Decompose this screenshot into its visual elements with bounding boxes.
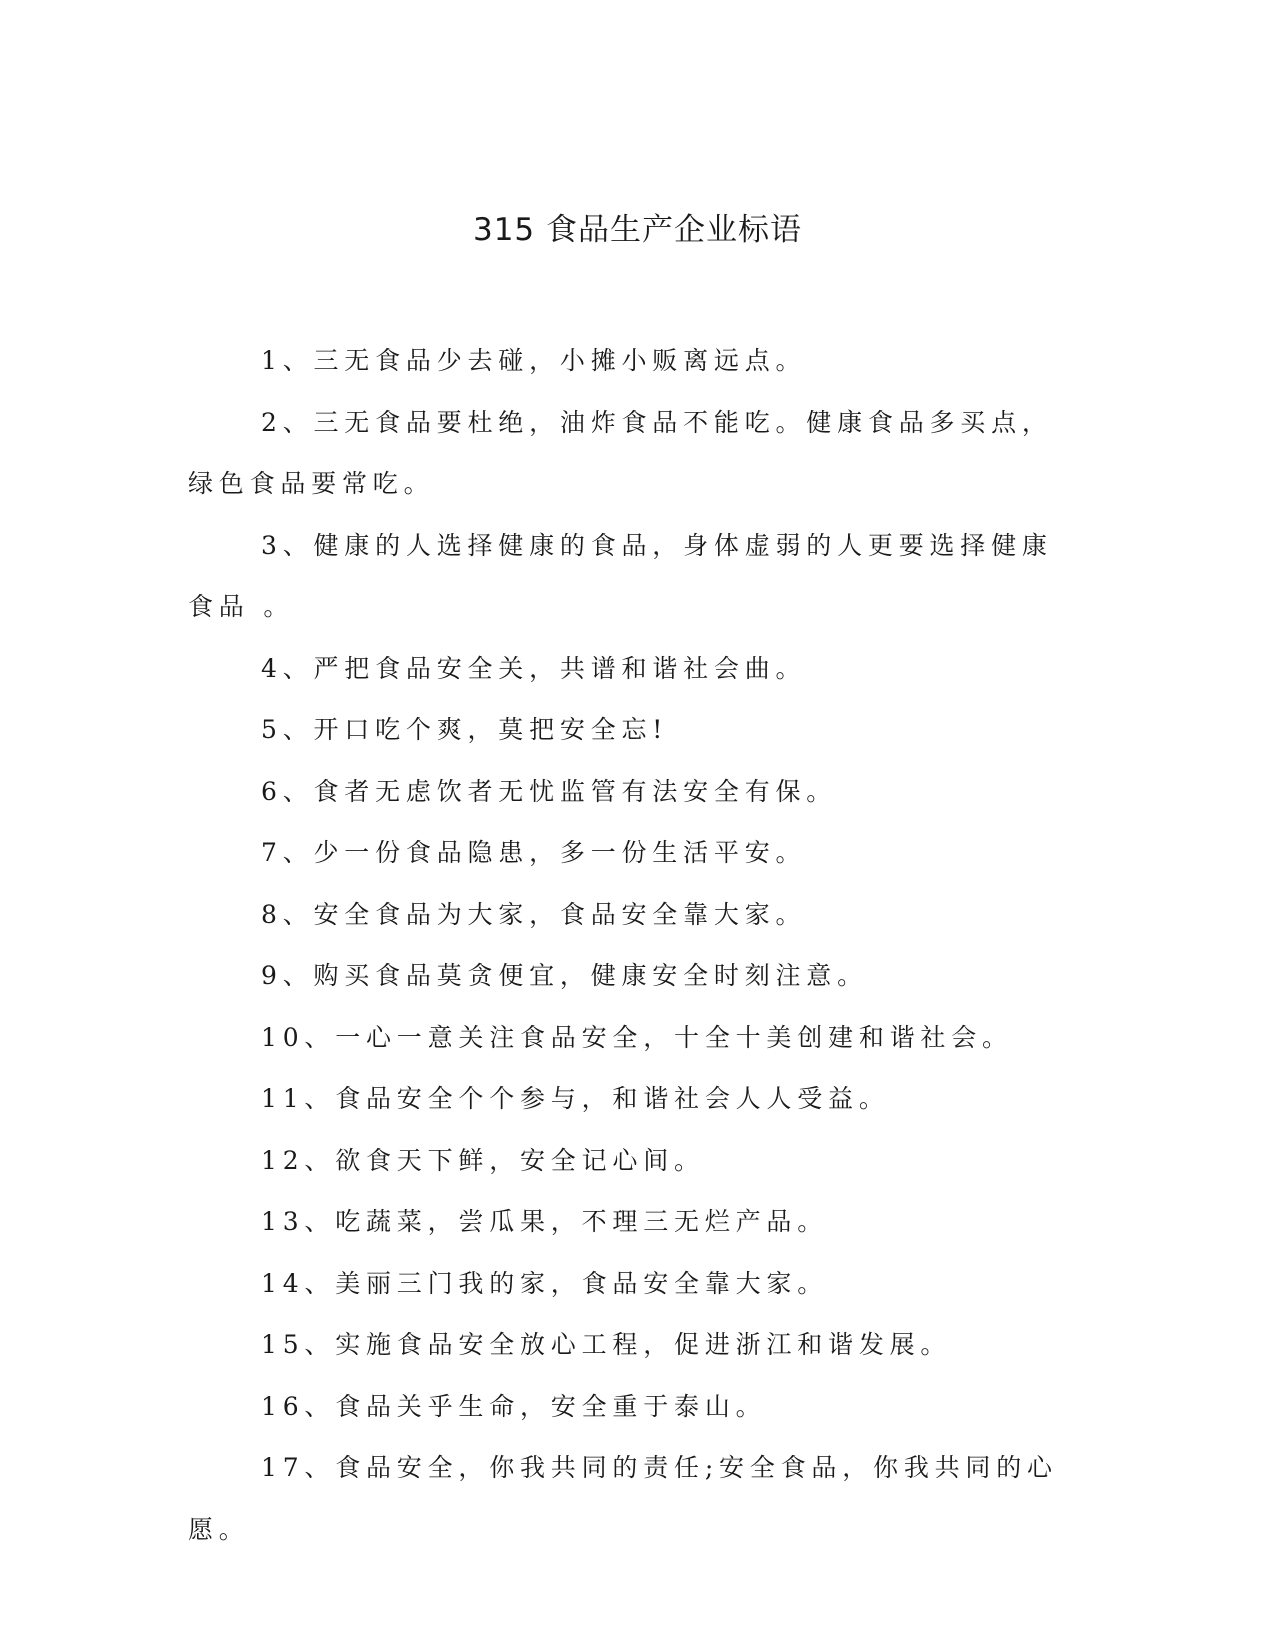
slogan-item: 3、健康的人选择健康的食品，身体虚弱的人更要选择健康食品 。	[188, 530, 1053, 621]
slogan-item: 9、购买食品莫贪便宜，健康安全时刻注意。	[261, 961, 868, 990]
slogan-item: 15、实施食品安全放心工程，促进浙江和谐发展。	[261, 1330, 952, 1359]
slogan-item: 13、吃蔬菜，尝瓜果，不理三无烂产品。	[261, 1207, 829, 1236]
slogan-item: 1、三无食品少去碰，小摊小贩离远点。	[261, 346, 807, 375]
slogan-item: 10、一心一意关注食品安全，十全十美创建和谐社会。	[261, 1022, 1013, 1052]
slogan-item: 6、食者无虑饮者无忧监管有法安全有保。	[261, 776, 838, 806]
slogan-item: 2、三无食品要杜绝，油炸食品不能吃。健康食品多买点，绿色食品要常吃。	[188, 407, 1053, 498]
slogan-item: 14、美丽三门我的家，食品安全靠大家。	[261, 1268, 829, 1298]
slogan-item: 5、开口吃个爽，莫把安全忘!	[261, 715, 669, 744]
document-title: 315 食品生产企业标语	[472, 212, 803, 248]
slogan-item: 8、安全食品为大家，食品安全靠大家。	[261, 899, 807, 929]
slogan-item: 4、严把食品安全关，共谱和谐社会曲。	[261, 653, 807, 683]
slogan-list	[188, 330, 1068, 1560]
slogan-item: 12、欲食天下鲜，安全记心间。	[261, 1145, 705, 1175]
slogan-item: 16、食品关乎生命，安全重于泰山。	[261, 1391, 767, 1421]
slogan-item: 11、食品安全个个参与，和谐社会人人受益。	[261, 1084, 890, 1113]
slogan-item: 7、少一份食品隐患，多一份生活平安。	[261, 838, 807, 867]
slogan-item: 17、食品安全，你我共同的责任;安全食品，你我共同的心愿。	[188, 1453, 1058, 1544]
